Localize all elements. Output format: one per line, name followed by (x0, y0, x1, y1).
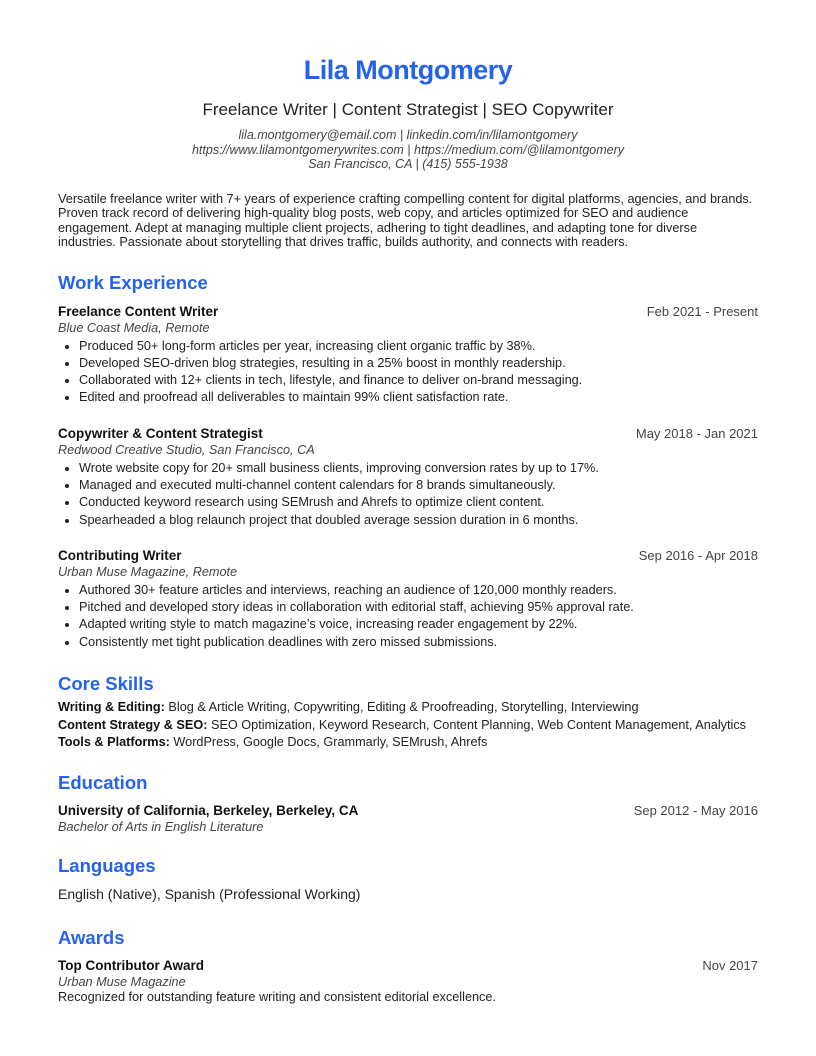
skill-value: Blog & Article Writing, Copywriting, Editing & Proofreading, Storytelling, Interviewing (168, 700, 639, 715)
bullet-item: • Consistently met tight publication deadlines with zero missed submissions. (79, 634, 758, 651)
bullet-item: • Spearheaded a blog relaunch project that doubled average session duration in 6 months. (79, 512, 758, 529)
education-entry (58, 802, 758, 835)
job-dates: Sep 2016 - Apr 2018 (638, 547, 758, 563)
award-entry (58, 957, 758, 1005)
job-company: Redwood Creative Studio, San Francisco, CA (58, 442, 315, 457)
bullet-item: • Authored 30+ feature articles and interviews, reaching an audience of 120,000 monthly readers. (79, 582, 758, 599)
job-company: Urban Muse Magazine, Remote (58, 564, 238, 579)
skill-value: SEO Optimization, Keyword Research, Content Planning, Web Content Management, Analytics (210, 717, 747, 732)
skill-label: Writing & Editing: (58, 700, 165, 715)
education-header (58, 802, 758, 819)
job-role: Contributing Writer (58, 547, 182, 563)
job-company: Blue Coast Media, Remote (58, 320, 210, 335)
section-title-work: Work Experience (58, 271, 208, 293)
job-bullets (58, 338, 758, 407)
job-entry (58, 547, 758, 651)
section-title-awards: Awards (58, 926, 125, 948)
job-entry (58, 425, 758, 529)
award-issuer: Urban Muse Magazine (58, 974, 186, 989)
award-header (58, 957, 758, 974)
job-role: Copywriter & Content Strategist (58, 425, 263, 441)
skill-line (58, 718, 758, 733)
bullet-item: • Adapted writing style to match magazine’s voice, increasing reader engagement by 22%. (79, 616, 758, 633)
job-header (58, 425, 758, 442)
job-role: Freelance Content Writer (58, 303, 219, 319)
summary: Versatile freelance writer with 7+ years of experience crafting compelling content for digital platforms, agencies, and brands. Proven track record of delivering high-quality blog posts, web copy, and articles optimized for SEO and audience engagement. Adept at managing multiple client projects, adhering to tight deadlines, and adapting tone for diverse industries. Passionate about storytelling that drives traffic, builds authority, and connects with readers. (58, 191, 753, 249)
bullet-item: • Collaborated with 12+ clients in tech, lifestyle, and finance to deliver on-brand messaging. (79, 372, 758, 389)
contact-line: San Francisco, CA | (415) 555-1938 (308, 157, 508, 171)
job-header (58, 547, 758, 564)
skill-label: Content Strategy & SEO: (58, 717, 208, 732)
contact-line: lila.montgomery@email.com | linkedin.com/in/lilamontgomery (238, 128, 578, 142)
bullet-item: • Produced 50+ long-form articles per year, increasing client organic traffic by 38%. (79, 338, 758, 355)
job-dates: Feb 2021 - Present (646, 303, 758, 319)
skill-label: Tools & Platforms: (58, 735, 170, 750)
job-bullets (58, 460, 758, 529)
bullet-item: • Developed SEO-driven blog strategies, resulting in a 25% boost in monthly readership. (79, 355, 758, 372)
contact-block (58, 128, 758, 172)
bullet-item: • Wrote website copy for 20+ small business clients, improving conversion rates by up to 17%. (79, 460, 758, 477)
school-name: University of California, Berkeley, Berkeley, CA (58, 802, 359, 818)
section-title-education: Education (58, 771, 148, 793)
skills-list (58, 700, 758, 750)
award-name: Top Contributor Award (58, 957, 204, 973)
bullet-item: • Edited and proofread all deliverables to maintain 99% client satisfaction rate. (79, 389, 758, 406)
contact-line: https://www.lilamontgomerywrites.com | https://medium.com/@lilamontgomery (191, 142, 625, 157)
degree: Bachelor of Arts in English Literature (58, 819, 264, 834)
bullet-item: • Conducted keyword research using SEMrush and Ahrefs to optimize client content. (79, 494, 758, 511)
languages-text: English (Native), Spanish (Professional Working) (58, 885, 361, 902)
skill-line (58, 735, 758, 750)
award-description: Recognized for outstanding feature writing and consistent editorial excellence. (58, 989, 496, 1004)
education-dates: Sep 2012 - May 2016 (633, 802, 758, 818)
section-title-languages: Languages (58, 854, 156, 876)
award-date: Nov 2017 (702, 957, 758, 973)
section-title-skills: Core Skills (58, 673, 154, 695)
headline: Freelance Writer | Content Strategist | SEO Copywriter (202, 100, 614, 119)
job-header (58, 303, 758, 320)
job-entry (58, 303, 758, 407)
skill-line (58, 700, 758, 715)
bullet-item: • Pitched and developed story ideas in collaboration with editorial staff, achieving 95% approval rate. (79, 599, 758, 616)
job-bullets (58, 582, 758, 651)
candidate-name: Lila Montgomery (303, 55, 513, 85)
skill-value: WordPress, Google Docs, Grammarly, SEMrush, Ahrefs (173, 735, 488, 750)
bullet-item: • Managed and executed multi-channel content calendars for 8 brands simultaneously. (79, 477, 758, 494)
job-dates: May 2018 - Jan 2021 (635, 425, 758, 441)
